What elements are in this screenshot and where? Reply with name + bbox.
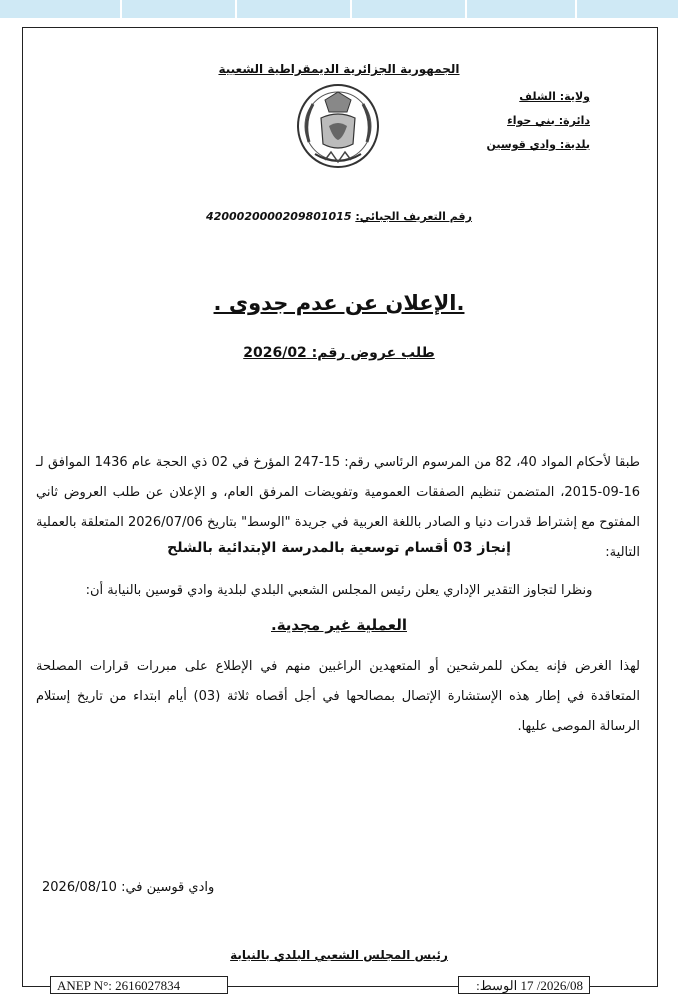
top-color-band [0,0,678,18]
republic-title: الجمهورية الجزائرية الديمقراطية الشعبية [218,62,460,76]
anep-number: ANEP N°: 2616027834 [50,976,228,994]
place-and-date: وادي قوسين في: 2026/08/10 [42,880,215,895]
tax-id-value: 4200020000209801015 [206,210,352,223]
signatory-title: رئيس المجلس الشعبي البلدي بالنيابة [230,948,448,962]
result-statement: العملية غير مجدية. [271,616,407,634]
operation-name: إنجاز 03 أقسام توسعية بالمدرسة الإبتدائية بالشلح [167,540,511,556]
daira-label: دائرة: بني حواء [507,114,590,127]
legal-basis-paragraph: طبقا لأحكام المواد 40، 82 من المرسوم الرئاسي رقم: 15-247 المؤرخ في 02 ذي الحجة عام 1436 الموافق لـ 16-09-2015، المتضمن تنظيم الصفقات العمومية وتفويضات المرفق العام، و الإعلان عن طلب العروض ثاني المفتوح مع إشتراط قدرات دنيا و الصادر باللغة العربية في جريدة "الوسط" بتاريخ 2026/07/06 المتعلقة بالعملية التالية: [36,455,640,560]
newspaper-date: 2026/08/ 17 الوسط: [458,976,590,994]
declaration-paragraph: ونظرا لتجاوز التقدير الإداري يعلن رئيس المجلس الشعبي البلدي لبلدية وادي قوسين بالنيابة أن: [85,583,593,598]
wilaya-label: ولاية: الشلف [519,90,590,103]
tax-id-label: رقم التعريف الجبائي: [355,210,472,223]
commune-label: بلدية: وادي قوسين [486,138,590,151]
tax-id-line [0,210,678,223]
algerian-state-seal-icon [295,82,381,174]
announcement-title: .الإعلان عن عدم جدوى . [213,291,465,315]
tender-number: طلب عروض رقم: 2026/02 [243,345,435,361]
appeal-paragraph: لهذا الغرض فإنه يمكن للمرشحين أو المتعهدين الراغبين منهم في الإطلاع على مبررات قرارات المصلحة المتعاقدة في إطار هذه الإستشارة الإتصال بمصالحها في أجل أقصاه ثلاثة (03) أيام ابتداء من تاريخ إستلام الرسالة الموصى عليها. [36,659,640,734]
